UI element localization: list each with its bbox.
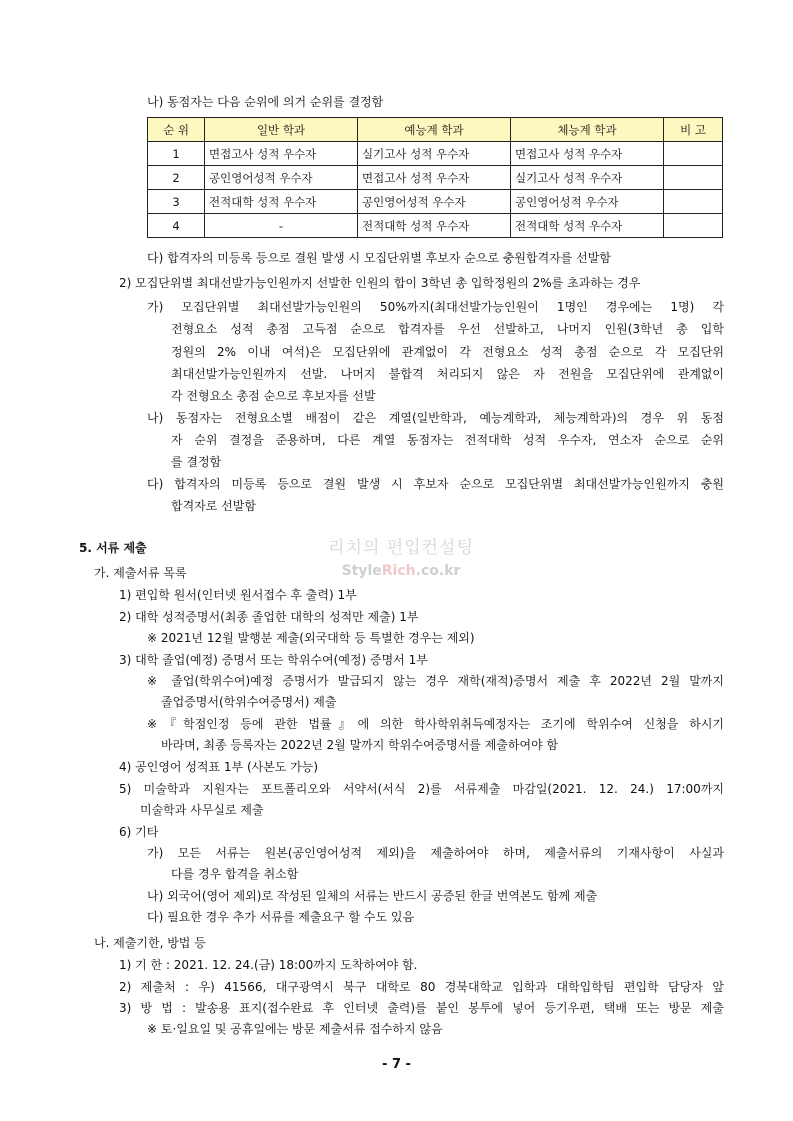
table-cell: 실기고사 성적 우수자 bbox=[358, 142, 511, 166]
table-cell bbox=[664, 142, 723, 166]
table-cell: 2 bbox=[148, 166, 205, 190]
method-line: 3) 방 법 : 발송용 표지(접수완료 후 인터넷 출력)를 붙인 봉투에 넣어 등기우편, 택배 또는 방문 제출 bbox=[119, 1001, 724, 1015]
watermark-brand-part: Style bbox=[341, 563, 382, 579]
tie-rule-heading: 나) 동점자는 다음 순위에 의거 순위를 결정함 bbox=[147, 95, 384, 109]
table-cell: 전적대학 성적 우수자 bbox=[511, 214, 664, 238]
doc-item-4: 4) 공인영어 성적표 1부 (사본도 가능) bbox=[119, 760, 319, 774]
doc-item-2-note: ※ 2021년 12월 발행분 제출(외국대학 등 특별한 경우는 제외) bbox=[147, 631, 475, 645]
table-cell: 실기고사 성적 우수자 bbox=[511, 166, 664, 190]
paragraph-line: 바라며, 최종 등록자는 2022년 2월 말까지 학위수여증명서를 제출하여야 함 bbox=[161, 738, 559, 752]
paragraph-line: ※『학점인정 등에 관한 법률』에 의한 학사학위취득예정자는 조기에 학위수여 신청을 하시기 bbox=[147, 717, 724, 731]
tie-fill-rule: 다) 합격자의 미등록 등으로 결원 발생 시 모집단위별 후보자 순으로 충원합격자를 선발함 bbox=[147, 251, 611, 265]
section-2-heading: 2) 모집단위별 최대선발가능인원까지 선발한 인원의 합이 3학년 총 입학정원의 2%를 초과하는 경우 bbox=[119, 276, 641, 290]
paragraph-line: 미술학과 사무실로 제출 bbox=[140, 803, 264, 817]
doc-item-1: 1) 편입학 원서(인터넷 원서접수 후 출력) 1부 bbox=[119, 588, 357, 602]
table-row bbox=[148, 166, 723, 190]
paragraph-line: 정원의 2% 이내 여석)은 모집단위에 관계없이 각 전형요소 성적 총점 순으로 각 모집단위 bbox=[171, 345, 724, 359]
header-remarks: 비 고 bbox=[664, 118, 723, 142]
paragraph-line: 가) 모든 서류는 원본(공인영어성적 제외)을 제출하여야 하며, 제출서류의 기재사항이 사실과 bbox=[147, 846, 724, 860]
paragraph-line: 전형요소 성적 총점 고득점 순으로 합격자를 우선 선발하고, 나머지 인원(3학년 총 입학 bbox=[171, 322, 724, 336]
doc-item-2: 2) 대학 성적증명서(최종 졸업한 대학의 성적만 제출) 1부 bbox=[119, 610, 419, 624]
table-cell: 면접고사 성적 우수자 bbox=[205, 142, 358, 166]
paragraph-line: 나) 동점자는 전형요소별 배점이 같은 계열(일반학과, 예능계학과, 체능계학과)의 경우 위 동점 bbox=[147, 411, 724, 425]
header-sports: 체능계 학과 bbox=[511, 118, 664, 142]
method-note: ※ 토·일요일 및 공휴일에는 방문 제출서류 접수하지 않음 bbox=[147, 1022, 443, 1036]
table-cell: 공인영어성적 우수자 bbox=[358, 190, 511, 214]
section-5-title: 5. 서류 제출 bbox=[79, 541, 147, 555]
paragraph-line: 합격자로 선발함 bbox=[171, 499, 256, 513]
table-cell: 면접고사 성적 우수자 bbox=[511, 142, 664, 166]
paragraph-line: 5) 미술학과 지원자는 포트폴리오와 서약서(서식 2)를 서류제출 마감일(2021. 12. 24.) 17:00까지 bbox=[119, 782, 724, 796]
paragraph-line: 졸업증명서(학위수여증명서) 제출 bbox=[161, 695, 337, 709]
address-line: 2) 제출처 : 우) 41566, 대구광역시 북구 대학로 80 경북대학교 입학과 대학입학팀 편입학 담당자 앞 bbox=[119, 980, 724, 994]
subsection-na-title: 나. 제출기한, 방법 등 bbox=[94, 936, 206, 950]
watermark-brand-part: Rich bbox=[381, 563, 416, 579]
doc-item-6: 6) 기타 bbox=[119, 825, 159, 839]
doc-item-6-da: 다) 필요한 경우 추가 서류를 제출요구 할 수도 있음 bbox=[147, 910, 415, 924]
paragraph-line: ※ 졸업(학위수여)예정 증명서가 발급되지 않는 경우 재학(재적)증명서 제출 후 2022년 2월 말까지 bbox=[147, 674, 724, 688]
deadline-line: 1) 기 한 : 2021. 12. 24.(금) 18:00까지 도착하여야 함. bbox=[119, 958, 418, 972]
tie-rank-table bbox=[147, 117, 723, 238]
table-cell: - bbox=[205, 214, 358, 238]
paragraph-line: 최대선발가능인원까지 선발. 나머지 불합격 처리되지 않은 자 전원을 모집단위에 관계없이 bbox=[171, 367, 724, 381]
header-general: 일반 학과 bbox=[205, 118, 358, 142]
paragraph-line: 를 결정함 bbox=[171, 455, 222, 469]
table-cell: 면접고사 성적 우수자 bbox=[358, 166, 511, 190]
table-header-row bbox=[148, 118, 723, 142]
doc-item-6-na: 나) 외국어(영어 제외)로 작성된 일체의 서류는 반드시 공증된 한글 번역본도 함께 제출 bbox=[147, 889, 598, 903]
paragraph-line: 다) 합격자의 미등록 등으로 결원 발생 시 후보자 순으로 모집단위별 최대선발가능인원까지 충원 bbox=[147, 477, 724, 491]
header-rank: 순 위 bbox=[148, 118, 205, 142]
table-cell bbox=[664, 214, 723, 238]
watermark-brand bbox=[325, 563, 477, 579]
header-arts: 예능계 학과 bbox=[358, 118, 511, 142]
table-cell: 공인영어성적 우수자 bbox=[511, 190, 664, 214]
table-cell: 1 bbox=[148, 142, 205, 166]
paragraph-line: 가) 모집단위별 최대선발가능인원의 50%까지(최대선발가능인원이 1명인 경우에는 1명) 각 bbox=[147, 300, 724, 314]
table-cell bbox=[664, 166, 723, 190]
table-row bbox=[148, 142, 723, 166]
paragraph-line: 자 순위 결정을 준용하며, 다른 계열 동점자는 전적대학 성적 우수자, 연소자 순으로 순위 bbox=[171, 433, 724, 447]
subsection-ga-title: 가. 제출서류 목록 bbox=[94, 566, 187, 580]
table-cell bbox=[664, 190, 723, 214]
table-row bbox=[148, 190, 723, 214]
page-number: - 7 - bbox=[382, 1057, 411, 1072]
doc-item-3: 3) 대학 졸업(예정) 증명서 또는 학위수여(예정) 증명서 1부 bbox=[119, 653, 428, 667]
watermark-brand-part: .co.kr bbox=[415, 563, 461, 579]
table-cell: 3 bbox=[148, 190, 205, 214]
table-row bbox=[148, 214, 723, 238]
table-cell: 4 bbox=[148, 214, 205, 238]
table-cell: 공인영어성적 우수자 bbox=[205, 166, 358, 190]
paragraph-line: 각 전형요소 총점 순으로 후보자를 선발 bbox=[171, 389, 376, 403]
watermark-text: 리치의 편입컨설팅 bbox=[328, 538, 474, 558]
paragraph-line: 다를 경우 합격을 취소함 bbox=[171, 867, 299, 881]
table-cell: 전적대학 성적 우수자 bbox=[358, 214, 511, 238]
table-cell: 전적대학 성적 우수자 bbox=[205, 190, 358, 214]
